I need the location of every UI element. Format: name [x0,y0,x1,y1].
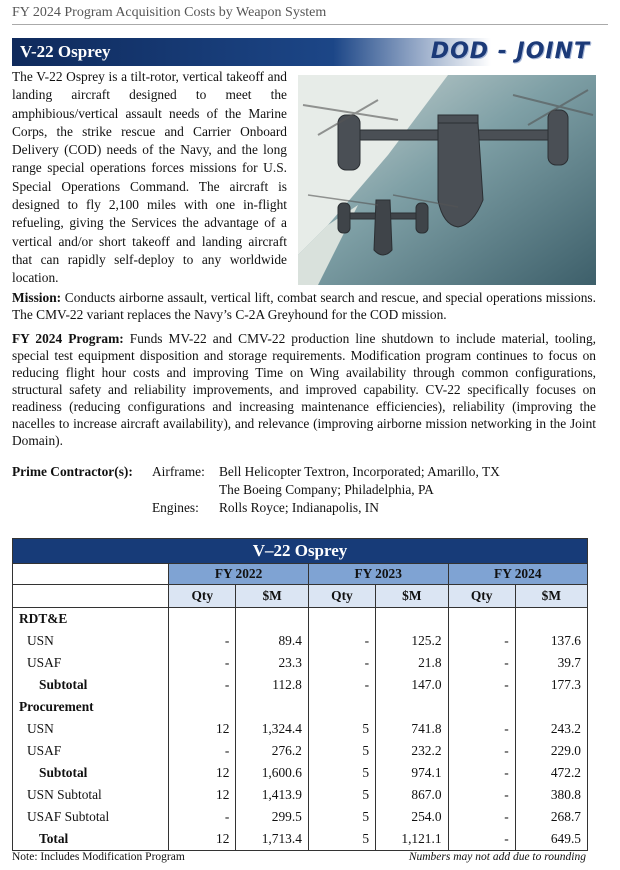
year-header-fy2022: FY 2022 [169,564,309,585]
cost-cell: 125.2 [376,630,449,652]
cost-cell: 21.8 [376,652,449,674]
qty-cell: 5 [308,828,375,851]
cost-cell: 867.0 [376,784,449,806]
title-banner [12,38,596,66]
aircraft-photo [298,75,596,285]
qty-cell [448,608,515,631]
program-title: V-22 Osprey [20,42,111,61]
mission-paragraph [12,289,596,323]
cost-cell: 974.1 [376,762,449,784]
qty-cell: 12 [169,762,236,784]
cost-cell [236,696,309,718]
qty-cell: 12 [169,784,236,806]
cost-cell [236,608,309,631]
page-header: FY 2024 Program Acquisition Costs by Weapon System [12,4,608,25]
table-row [13,762,588,784]
qty-cell: - [308,652,375,674]
table-row [13,718,588,740]
cost-cell: 1,600.6 [236,762,309,784]
table-row [13,674,588,696]
cost-cell: 276.2 [236,740,309,762]
qty-cell [308,608,375,631]
qty-cell: 12 [169,828,236,851]
cost-cell: 380.8 [515,784,587,806]
contractor-label: Prime Contractor(s): [12,464,133,479]
qty-cell [169,696,236,718]
qty-cell [448,696,515,718]
cost-cell: 89.4 [236,630,309,652]
table-row [13,652,588,674]
cost-table-body [13,608,588,851]
column-header-qty: Qty [169,585,236,608]
row-label: Total [13,828,169,851]
row-label: Procurement [13,696,169,718]
v22-aircraft-image [298,75,596,285]
year-header-blank [13,564,169,585]
intro-paragraph: The V-22 Osprey is a tilt-rotor, vertical takeoff and landing aircraft designed to meet the amphibious/vertical assault needs of the Marine Corps, the strike rescue and Carrier Onboard Delivery (COD) needs of the Navy, and the long range special operations forces missions for U.S. Special Operations Command. The aircraft is designed to fly 2,100 miles with one in-flight refueling, giving the Services the advantage of a vertical and/or short takeoff and landing aircraft that can rapidly self-deploy to any worldwide location. [12,69,287,286]
row-label: USN Subtotal [13,784,169,806]
table-row [13,696,588,718]
footnote-left: Note: Includes Modification Program [12,851,185,863]
cost-cell [376,696,449,718]
cost-cell: 1,121.1 [376,828,449,851]
cost-cell [515,696,587,718]
row-label: Subtotal [13,762,169,784]
qty-cell: - [169,652,236,674]
cost-cell: 268.7 [515,806,587,828]
table-row [13,806,588,828]
qty-cell: - [169,740,236,762]
cost-cell: 1,324.4 [236,718,309,740]
cost-cell: 299.5 [236,806,309,828]
cost-cell: 232.2 [376,740,449,762]
cost-cell: 243.2 [515,718,587,740]
cost-cell: 137.6 [515,630,587,652]
table-row [13,608,588,631]
table-row [13,740,588,762]
qty-cell [308,696,375,718]
column-header-qty: Qty [308,585,375,608]
qty-cell: - [448,828,515,851]
qty-cell: 5 [308,784,375,806]
cost-cell: 39.7 [515,652,587,674]
cost-cell: 1,413.9 [236,784,309,806]
cost-cell: 741.8 [376,718,449,740]
row-label: Subtotal [13,674,169,696]
table-row [13,828,588,851]
airframe-label: Airframe: [152,464,205,479]
qty-cell: - [308,674,375,696]
program-text: Funds MV-22 and CMV-22 production line shutdown to include material, tooling, special test equipment disposition and storage requirements. Modification program continues to focus on reducing flight hour costs and improving Time on Wing availability through common configurations, structural safety and reliability improvements, and improved capability. CV-22 specifically focuses on readiness (reducing configurations and increasing maintenance efficiencies), reliability (improving the nacelles to increase aircraft availability), and relevance (improving airborne mission networking in the Joint Domain). [12,331,597,448]
program-paragraph [12,330,596,449]
qty-cell: - [448,674,515,696]
qty-cell: - [448,652,515,674]
column-header-sm: $M [236,585,309,608]
footnote-right: Numbers may not add due to rounding [408,851,586,863]
table-title: V–22 Osprey [13,539,588,564]
cost-cell: 112.8 [236,674,309,696]
cost-cell [515,608,587,631]
column-header-sm: $M [515,585,587,608]
qty-cell: - [448,762,515,784]
qty-cell: - [448,630,515,652]
row-label: USN [13,718,169,740]
qty-cell: - [169,674,236,696]
row-label: USAF Subtotal [13,806,169,828]
qty-cell: 5 [308,718,375,740]
row-label: USN [13,630,169,652]
cost-cell: 254.0 [376,806,449,828]
mission-text: Conducts airborne assault, vertical lift, combat search and rescue, and special operations missions. The CMV-22 variant replaces the Navy’s C-2A Greyhound for the COD mission. [12,290,596,322]
engines-label: Engines: [152,500,199,515]
qty-cell: 5 [308,762,375,784]
airframe-contractor-2: The Boeing Company; Philadelphia, PA [219,482,434,497]
qty-cell: - [169,806,236,828]
column-header-qty: Qty [448,585,515,608]
column-header-sm: $M [376,585,449,608]
qty-cell: - [308,630,375,652]
qty-cell: - [448,740,515,762]
cost-cell: 147.0 [376,674,449,696]
qty-cell: 5 [308,806,375,828]
year-header-fy2023: FY 2023 [308,564,448,585]
cost-cell: 229.0 [515,740,587,762]
cost-cell [376,608,449,631]
row-label: USAF [13,652,169,674]
row-label: USAF [13,740,169,762]
mission-label: Mission: [12,290,62,305]
cost-cell: 1,713.4 [236,828,309,851]
year-header-fy2024: FY 2024 [448,564,587,585]
cost-cell: 649.5 [515,828,587,851]
program-label: FY 2024 Program: [12,331,124,346]
dod-joint-tag: DOD - JOINT [430,39,590,64]
column-header-blank [13,585,169,608]
cost-cell: 23.3 [236,652,309,674]
table-row [13,630,588,652]
cost-cell: 472.2 [515,762,587,784]
table-row [13,784,588,806]
qty-cell: - [448,784,515,806]
row-label: RDT&E [13,608,169,631]
qty-cell: - [169,630,236,652]
prime-contractors [12,463,602,517]
qty-cell [169,608,236,631]
qty-cell: - [448,806,515,828]
qty-cell: 12 [169,718,236,740]
airframe-contractor-1: Bell Helicopter Textron, Incorporated; Amarillo, TX [219,464,500,479]
qty-cell: - [448,718,515,740]
engines-contractor: Rolls Royce; Indianapolis, IN [219,500,379,515]
qty-cell: 5 [308,740,375,762]
cost-cell: 177.3 [515,674,587,696]
cost-table [12,538,588,851]
